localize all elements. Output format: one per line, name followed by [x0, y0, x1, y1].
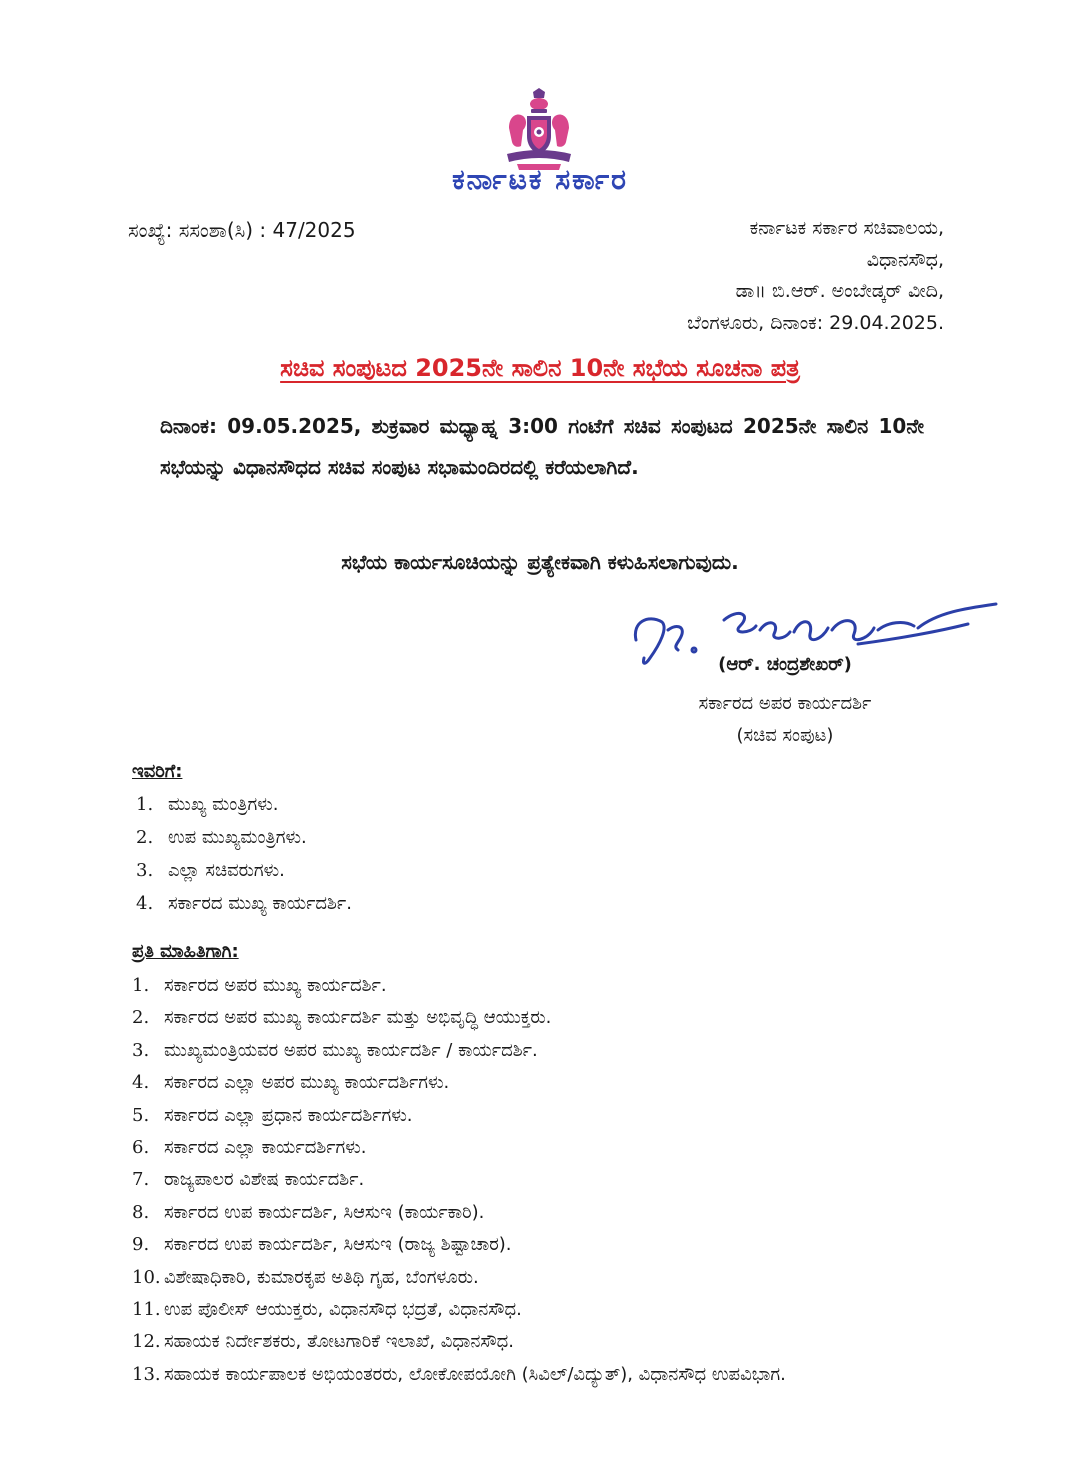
item-text: ವಿಶೇಷಾಧಿಕಾರಿ, ಕುಮಾರಕೃಪ ಅತಿಥಿ ಗೃಹ, ಬೆಂಗಳೂರು.: [164, 1266, 479, 1288]
item-text: ಉಪ ಮುಖ್ಯಮಂತ್ರಿಗಳು.: [168, 827, 307, 848]
address-line: ಡಾ॥ ಬಿ.ಆರ್. ಅಂಬೇಡ್ಕರ್ ವೀದಿ,: [735, 280, 944, 302]
item-number: 11.: [132, 1299, 161, 1321]
item-text: ಸರ್ಕಾರದ ಅಪರ ಮುಖ್ಯ ಕಾರ್ಯದರ್ಶಿ ಮತ್ತು ಅಭಿವೃದ್ಧಿ ಆಯುಕ್ತರು.: [164, 1007, 552, 1029]
government-name: ಕರ್ನಾಟಕ ಸರ್ಕಾರ: [452, 163, 628, 196]
list-item: [132, 1359, 932, 1391]
item-text: ಸರ್ಕಾರದ ಅಪರ ಮುಖ್ಯ ಕಾರ್ಯದರ್ಶಿ.: [164, 975, 387, 996]
item-text: ಮುಖ್ಯ ಮಂತ್ರಿಗಳು.: [168, 794, 279, 815]
list-item: [132, 970, 932, 1002]
item-number: 5.: [132, 1104, 150, 1126]
address-line: ವಿಧಾನಸೌಧ,: [866, 248, 944, 271]
address-date-line: ಬೆಂಗಳೂರು, ದಿನಾಂಕ: 29.04.2025.: [687, 311, 944, 334]
item-text: ಸರ್ಕಾರದ ಎಲ್ಲಾ ಪ್ರಧಾನ ಕಾರ್ಯದರ್ಶಿಗಳು.: [164, 1104, 413, 1126]
item-text: ಸಹಾಯಕ ನಿರ್ದೇಶಕರು, ತೋಟಗಾರಿಕೆ ಇಲಾಖೆ, ವಿಧಾನಸೌಧ.: [164, 1331, 515, 1353]
karnataka-emblem-icon: [503, 88, 575, 172]
item-number: 3.: [132, 1039, 150, 1061]
copy-to-list: [132, 970, 932, 1391]
item-text: ಉಪ ಪೊಲೀಸ್ ಆಯುಕ್ತರು, ವಿಧಾನಸೌಧ ಭದ್ರತೆ, ವಿಧಾನಸೌಧ.: [164, 1299, 522, 1321]
item-number: 3.: [136, 860, 154, 881]
list-item: [132, 1132, 932, 1164]
address-line: ಕರ್ನಾಟಕ ಸರ್ಕಾರ ಸಚಿವಾಲಯ,: [749, 217, 944, 239]
signatory-department: (ಸಚಿವ ಸಂಪುಟ): [736, 725, 834, 746]
item-text: ಸಹಾಯಕ ಕಾರ್ಯಪಾಲಕ ಅಭಿಯಂತರರು, ಲೋಕೋಪಯೋಗಿ (ಸಿವಿಲ್/ವಿದ್ಯುತ್), ವಿಧಾನಸೌಧ ಉಪವಿಭಾಗ.: [164, 1363, 786, 1385]
item-number: 12.: [132, 1331, 161, 1353]
item-text: ಎಲ್ಲಾ ಸಚಿವರುಗಳು.: [168, 860, 285, 881]
notice-title: ಸಚಿವ ಸಂಪುಟದ 2025ನೇ ಸಾಲಿನ 10ನೇ ಸಭೆಯ ಸೂಚನಾ ಪತ್ರ: [280, 354, 800, 382]
list-item: [132, 1002, 932, 1034]
item-number: 2.: [132, 1007, 150, 1029]
item-text: ಸರ್ಕಾರದ ಉಪ ಕಾರ್ಯದರ್ಶಿ, ಸಿಆಸುಇ (ಕಾರ್ಯಕಾರಿ).: [164, 1201, 485, 1223]
item-number: 8.: [132, 1201, 150, 1223]
copy-to-heading: ಪ್ರತಿ ಮಾಹಿತಿಗಾಗಿ:: [132, 941, 239, 962]
recipients-list: [136, 788, 736, 920]
signatory-designation: ಸರ್ಕಾರದ ಅಪರ ಕಾರ್ಯದರ್ಶಿ: [698, 693, 872, 714]
list-item: [132, 1035, 932, 1067]
item-number: 2.: [136, 827, 154, 848]
recipients-heading: ಇವರಿಗೆ:: [132, 761, 183, 782]
list-item: [132, 1100, 932, 1132]
list-item: [136, 821, 736, 854]
list-item: [132, 1164, 932, 1196]
item-text: ಸರ್ಕಾರದ ಮುಖ್ಯ ಕಾರ್ಯದರ್ಶಿ.: [168, 893, 352, 914]
list-item: [132, 1229, 932, 1261]
item-text: ರಾಜ್ಯಪಾಲರ ವಿಶೇಷ ಕಾರ್ಯದರ್ಶಿ.: [164, 1169, 365, 1191]
item-text: ಸರ್ಕಾರದ ಎಲ್ಲಾ ಅಪರ ಮುಖ್ಯ ಕಾರ್ಯದರ್ಶಿಗಳು.: [164, 1072, 450, 1094]
list-item: [136, 887, 736, 920]
agenda-note: ಸಭೆಯ ಕಾರ್ಯಸೂಚಿಯನ್ನು ಪ್ರತ್ಯೇಕವಾಗಿ ಕಳುಹಿಸಲಾಗುವುದು.: [341, 550, 739, 574]
reference-number: ಸಂಖ್ಯೆ: ಸಸಂಶಾ(ಸಿ) : 47/2025: [128, 218, 356, 242]
list-item: [136, 788, 736, 821]
item-number: 13.: [132, 1363, 161, 1385]
item-number: 4.: [136, 893, 154, 914]
item-text: ಸರ್ಕಾರದ ಎಲ್ಲಾ ಕಾರ್ಯದರ್ಶಿಗಳು.: [164, 1137, 367, 1159]
list-item: [132, 1197, 932, 1229]
item-number: 9.: [132, 1234, 150, 1256]
item-text: ಮುಖ್ಯಮಂತ್ರಿಯವರ ಅಪರ ಮುಖ್ಯ ಕಾರ್ಯದರ್ಶಿ / ಕಾರ್ಯದರ್ಶಿ.: [164, 1039, 538, 1061]
item-number: 4.: [132, 1072, 150, 1094]
office-address: [524, 213, 944, 339]
list-item: [132, 1294, 932, 1326]
item-number: 1.: [132, 975, 150, 996]
item-number: 6.: [132, 1137, 150, 1159]
item-number: 1.: [136, 794, 154, 815]
signatory-name: (ಆರ್. ಚಂದ್ರಶೇಖರ್): [718, 654, 852, 675]
signatory-designation-block: [640, 688, 930, 752]
item-number: 7.: [132, 1169, 150, 1191]
item-number: 10.: [132, 1266, 161, 1288]
item-text: ಸರ್ಕಾರದ ಉಪ ಕಾರ್ಯದರ್ಶಿ, ಸಿಆಸುಇ (ರಾಜ್ಯ ಶಿಷ್ಟಾಚಾರ).: [164, 1234, 512, 1256]
list-item: [132, 1326, 932, 1358]
list-item: [132, 1067, 932, 1099]
list-item: [136, 854, 736, 887]
list-item: [132, 1262, 932, 1294]
notice-body: ದಿನಾಂಕ: 09.05.2025, ಶುಕ್ರವಾರ ಮಧ್ಯಾಹ್ನ 3:00 ಗಂಟೆಗೆ ಸಚಿವ ಸಂಪುಟದ 2025ನೇ ಸಾಲಿನ 10ನೇ ಸಭೆಯನ್ನು ವಿಧಾನಸೌಧದ ಸಚಿವ ಸಂಪುಟ ಸಭಾಮಂದಿರದಲ್ಲಿ ಕರೆಯಲಾಗಿದೆ.: [160, 414, 924, 479]
